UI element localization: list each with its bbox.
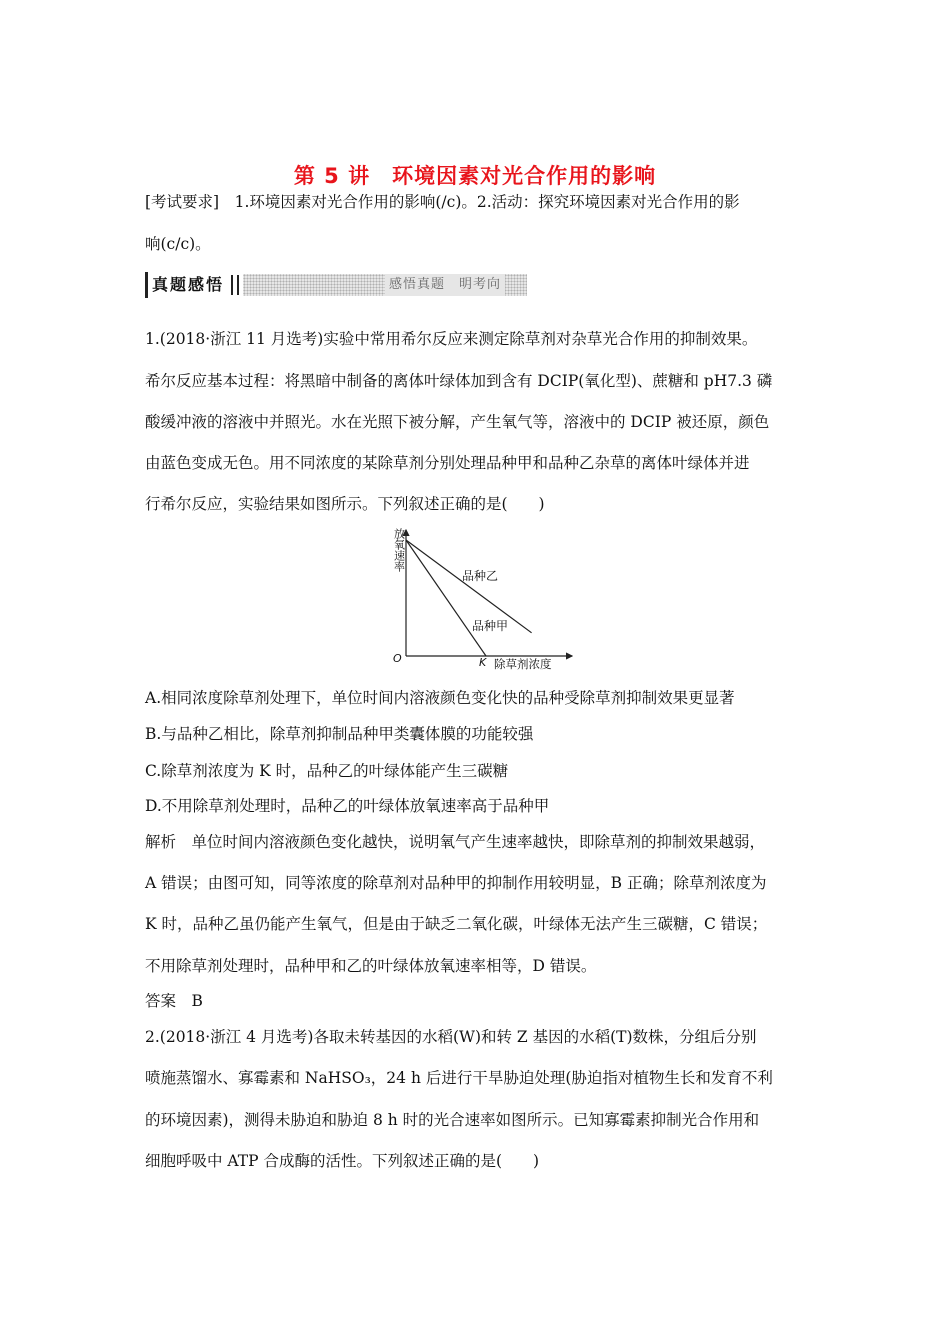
question-1-stem-line: 希尔反应基本过程：将黑暗中制备的离体叶绿体加到含有 DCIP(氧化型)、蔗糖和 pH7.3 磷 <box>145 372 773 390</box>
question-2-stem-line: 喷施蒸馏水、寡霉素和 NaHSO₃，24 h 后进行干旱胁迫处理(胁迫指对植物生长和发育不利 <box>145 1069 773 1087</box>
series-label-jia: 品种甲 <box>472 619 509 633</box>
question-2-stem-line: 的环境因素)，测得未胁迫和胁迫 8 h 时的光合速率如图所示。已知寡霉素抑制光合作用和 <box>145 1111 760 1129</box>
y-axis-label: 放氧速率 <box>392 528 406 572</box>
question-1-stem-line: 由蓝色变成无色。用不同浓度的某除草剂分别处理品种甲和品种乙杂草的离体叶绿体并进 <box>145 454 750 472</box>
x-axis-label: 除草剂浓度 <box>494 657 552 671</box>
series-line-yi <box>406 540 532 633</box>
oxygen-rate-chart <box>380 522 580 674</box>
analysis-line: 解析 单位时间内溶液颜色变化越快，说明氧气产生速率越快，即除草剂的抑制效果越弱， <box>145 833 766 851</box>
analysis-line: K 时，品种乙虽仍能产生氧气，但是由于缺乏二氧化碳，叶绿体无法产生三碳糖，C 错误； <box>145 915 768 933</box>
option-c: C.除草剂浓度为 K 时，品种乙的叶绿体能产生三碳糖 <box>145 762 509 780</box>
page-title: 第 5 讲 环境因素对光合作用的影响 <box>293 164 657 188</box>
series-line-jia <box>406 540 486 656</box>
series-label-yi: 品种乙 <box>462 569 499 583</box>
option-d: D.不用除草剂处理时，品种乙的叶绿体放氧速率高于品种甲 <box>145 797 550 815</box>
answer-line: 答案 B <box>145 992 203 1010</box>
requirements-line: 响(c/c)。 <box>145 235 211 253</box>
analysis-line: A 错误；由图可知，同等浓度的除草剂对品种甲的抑制作用较明显，B 正确；除草剂浓度为 <box>145 874 767 892</box>
section-banner-subtitle: 感悟真题 明考向 <box>385 274 505 296</box>
banner-divider <box>231 275 239 295</box>
question-1-stem-line: 1.(2018·浙江 11 月选考)实验中常用希尔反应来测定除草剂对杂草光合作用的抑制效果。 <box>145 330 758 348</box>
question-2-stem-line: 细胞呼吸中 ATP 合成酶的活性。下列叙述正确的是( ) <box>145 1152 540 1170</box>
section-banner-title: 真题感悟 <box>145 272 233 298</box>
option-b: B.与品种乙相比，除草剂抑制品种甲类囊体膜的功能较强 <box>145 725 534 743</box>
origin-label: O <box>393 652 402 665</box>
option-a: A.相同浓度除草剂处理下，单位时间内溶液颜色变化快的品种受除草剂抑制效果更显著 <box>145 689 735 707</box>
question-2-stem-line: 2.(2018·浙江 4 月选考)各取未转基因的水稻(W)和转 Z 基因的水稻(T)数株，分组后分别 <box>145 1028 757 1046</box>
analysis-line: 不用除草剂处理时，品种甲和乙的叶绿体放氧速率相等，D 错误。 <box>145 957 597 975</box>
x-tick-label-k: K <box>479 656 487 669</box>
section-banner <box>145 272 527 298</box>
requirements-line: [考试要求] 1.环境因素对光合作用的影响(/c)。2.活动：探究环境因素对光合作用的影 <box>145 193 740 211</box>
question-1-stem-line: 酸缓冲液的溶液中并照光。水在光照下被分解，产生氧气等，溶液中的 DCIP 被还原，颜色 <box>145 413 770 431</box>
question-1-stem-line: 行希尔反应，实验结果如图所示。下列叙述正确的是( ) <box>145 495 545 513</box>
